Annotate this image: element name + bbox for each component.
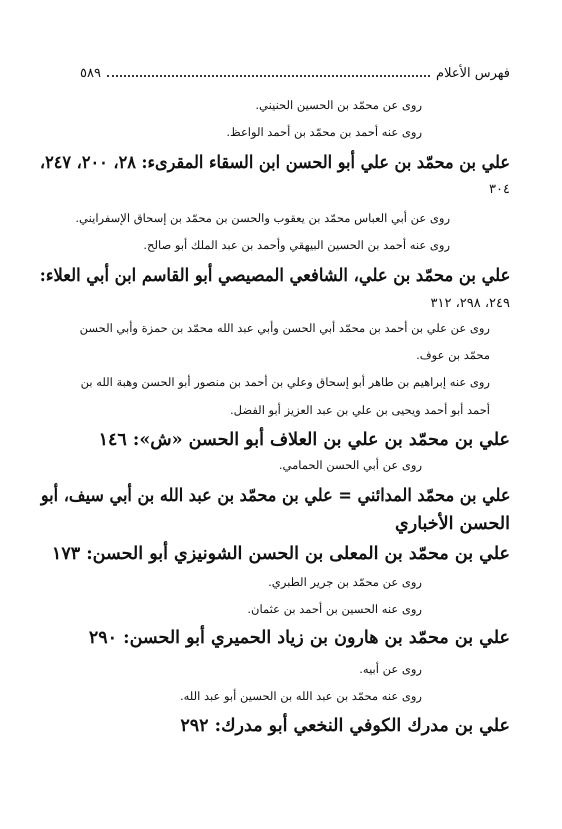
entry-pages-continued: ٣٠٤ <box>489 182 510 197</box>
narration-line: روى عن علي بن أحمد بن محمّد أبي الحسن وأبي عبد الله محمّد بن حمزة وأبي الحسن <box>79 321 490 335</box>
narration-line: روى عن محمّد بن جرير الطبري. <box>268 575 422 589</box>
entry-heading: علي بن مدرك الكوفي النخعي أبو مدرك: ٢٩٢ <box>180 716 510 736</box>
narration-line-continued: أحمد أبو أحمد ويحيى بن علي بن عبد العزيز أبو الفضل. <box>230 403 490 417</box>
entry-heading: علي بن محمّد بن علي بن العلاف أبو الحسن «ش»: ١٤٦ <box>98 430 510 450</box>
narration-line: روى عن أبي العباس محمّد بن يعقوب والحسن بن محمّد بن إسحاق الإسفرايني. <box>75 211 450 225</box>
entry-pages-continued: ٢٤٩، ٢٩٨، ٣١٢ <box>430 296 510 311</box>
entry-heading: علي بن محمّد بن علي أبو الحسن ابن السقاء المقرىء: ٢٨، ٢٠٠، ٢٤٧، <box>39 153 510 173</box>
running-header <box>80 62 510 84</box>
narration-line: روى عنه الحسين بن أحمد بن عثمان. <box>247 602 422 616</box>
entry-heading-continued: الحسن الأخباري <box>395 514 510 534</box>
header-dot-leader <box>107 75 430 77</box>
entry-heading: علي بن محمّد بن هارون بن زياد الحميري أبو الحسن: ٢٩٠ <box>88 628 510 648</box>
entry-heading: علي بن محمّد المدائني = علي بن محمّد بن عبد الله بن أبي سيف، أبو <box>40 486 510 506</box>
narration-line-continued: محمّد بن عوف. <box>416 348 490 362</box>
narration-line: روى عنه أحمد بن محمّد بن أحمد الواعظ. <box>226 125 422 139</box>
narration-line: روى عنه أحمد بن الحسين البيهقي وأحمد بن عبد الملك أبو صالح. <box>143 238 450 252</box>
entry-heading: علي بن محمّد بن علي، الشافعي المصيصي أبو القاسم ابن أبي العلاء: <box>39 266 510 286</box>
narration-line: روى عن محمّد بن الحسين الحنيني. <box>255 98 422 112</box>
page-number: ٥٨٩ <box>80 65 101 81</box>
entry-heading: علي بن محمّد بن المعلى بن الحسن الشونيزي أبو الحسن: ١٧٣ <box>51 544 510 564</box>
narration-line: روى عن أبي الحسن الحمامي. <box>278 458 422 472</box>
narration-line: روى عنه إبراهيم بن طاهر أبو إسحاق وعلي بن أحمد بن منصور أبو الحسن وهبة الله بن <box>80 375 490 389</box>
narration-line: روى عن أبيه. <box>359 662 422 676</box>
narration-line: روى عنه محمّد بن عبد الله بن الحسين أبو عبد الله. <box>179 689 422 703</box>
header-title: فهرس الأعلام <box>436 65 510 81</box>
